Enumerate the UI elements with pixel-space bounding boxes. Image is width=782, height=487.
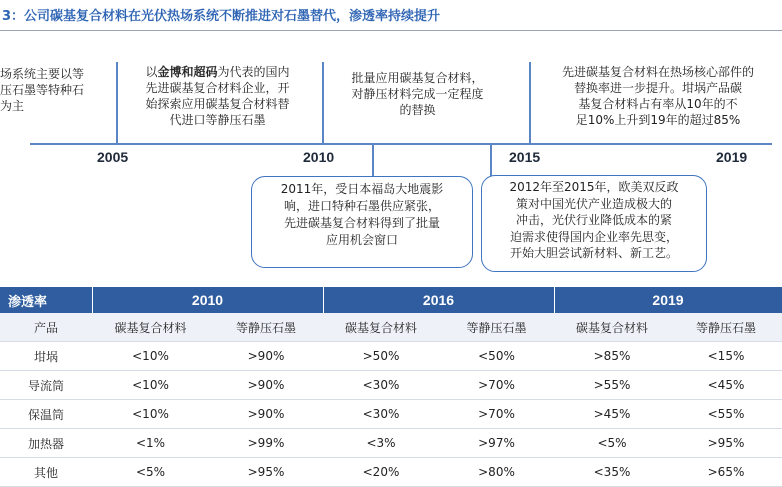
table-cell: <30% <box>323 400 439 429</box>
table-cell: >70% <box>439 371 554 400</box>
year-header-2019: 2019 <box>554 287 782 313</box>
table-cell: >45% <box>554 400 670 429</box>
timeline-text-fragment: 以 <box>145 65 158 79</box>
timeline-text-line <box>125 64 310 80</box>
table-cell: >90% <box>209 342 323 371</box>
table-cell: <20% <box>323 458 439 487</box>
title-bar <box>0 0 782 28</box>
year-label-2005: 2005 <box>97 149 129 165</box>
company-names: 金博和超码 <box>157 65 218 79</box>
table-row <box>0 342 782 371</box>
table-row <box>0 429 782 458</box>
year-label-2019: 2019 <box>716 149 748 165</box>
table-row <box>0 371 782 400</box>
table-cell: >95% <box>670 429 782 458</box>
table-subheader-row <box>0 313 782 342</box>
year-label-2015: 2015 <box>509 149 541 165</box>
timeline-text-line: 基复合材料占有率从10年的不 <box>578 97 738 111</box>
table-cell: <50% <box>439 342 554 371</box>
product-column-header: 产品 <box>0 313 92 342</box>
table-cell: >70% <box>439 400 554 429</box>
table-cell: <1% <box>92 429 209 458</box>
timeline-marker <box>490 144 492 177</box>
material-header: 碳基复合材料 <box>554 313 670 342</box>
table-cell: <30% <box>323 371 439 400</box>
material-header: 碳基复合材料 <box>92 313 209 342</box>
timeline-text-fragment: 为代表的国内 <box>217 65 290 79</box>
table-cell: >65% <box>670 458 782 487</box>
table-cell: <10% <box>92 342 209 371</box>
row-label: 其他 <box>0 458 92 487</box>
timeline-text-line: 批量应用碳基复合材料， <box>351 71 484 85</box>
year-header-2016: 2016 <box>323 287 554 313</box>
table-cell: >50% <box>323 342 439 371</box>
penetration-table <box>0 287 782 487</box>
timeline-text-2019 <box>548 64 768 128</box>
timeline-text-2010 <box>125 64 310 128</box>
callout-line: 先进碳基复合材料得到了批量 <box>283 216 440 230</box>
table-cell: >80% <box>439 458 554 487</box>
table-cell: >99% <box>209 429 323 458</box>
callout-line: 策对中国光伏产业造成极大的 <box>515 196 672 211</box>
callout-2012-2015 <box>481 175 707 272</box>
timeline-marker <box>529 62 531 144</box>
timeline-text-2012 <box>330 70 505 118</box>
timeline-text-line: 始探索应用碳基复合材料替 <box>145 97 290 111</box>
timeline-text-line: 替换率进一步提升。坩埚产品碳 <box>573 81 742 95</box>
table-corner-header: 渗透率 <box>0 287 92 313</box>
callout-line: 2011年，受日本福岛大地震影 <box>280 182 444 196</box>
material-header: 等静压石墨 <box>670 313 782 342</box>
row-label: 保温筒 <box>0 400 92 429</box>
timeline-axis <box>30 143 772 145</box>
table-row <box>0 400 782 429</box>
callout-line: 冲击，光伏行业降低成本的紧 <box>515 213 672 227</box>
timeline-marker <box>372 144 374 177</box>
timeline-text-line: 先进碳基复合材料在热场核心部件的 <box>561 65 754 79</box>
table-cell: <5% <box>92 458 209 487</box>
table-cell: <10% <box>92 371 209 400</box>
table-cell: >97% <box>439 429 554 458</box>
material-header: 碳基复合材料 <box>323 313 439 342</box>
callout-line: 迫需求使得国内企业率先思变， <box>509 229 678 244</box>
timeline-text-line: 代进口等静压石墨 <box>169 113 266 127</box>
row-label: 坩埚 <box>0 342 92 371</box>
table-cell: <3% <box>323 429 439 458</box>
table-cell: <35% <box>554 458 670 487</box>
page-title: 3：公司碳基复合材料在光伏热场系统不断推进对石墨替代，渗透率持续提升 <box>2 9 441 24</box>
table-cell: <55% <box>670 400 782 429</box>
timeline-text-line: 场系统主要以等 <box>0 67 85 81</box>
table-cell: >55% <box>554 371 670 400</box>
timeline-text-line: 对静压材料完成一定程度 <box>351 87 484 101</box>
timeline-text-line: 足10%上升到19年的超过85% <box>575 113 741 127</box>
callout-line: 响，进口特种石墨供应紧张， <box>283 199 440 213</box>
table-cell: >95% <box>209 458 323 487</box>
row-label: 加热器 <box>0 429 92 458</box>
timeline-text-line: 的替换 <box>399 103 436 117</box>
table-cell: <5% <box>554 429 670 458</box>
table-row <box>0 458 782 487</box>
table-header-row <box>0 287 782 313</box>
table-cell: <45% <box>670 371 782 400</box>
callout-2011 <box>251 176 473 268</box>
callout-line: 2012年至2015年，欧美双反政 <box>509 180 679 194</box>
timeline-marker <box>322 62 324 144</box>
table-cell: >85% <box>554 342 670 371</box>
year-header-2010: 2010 <box>92 287 323 313</box>
material-header: 等静压石墨 <box>209 313 323 342</box>
callout-line: 应用机会窗口 <box>325 233 398 247</box>
timeline-marker <box>116 62 118 144</box>
timeline-text-line: 先进碳基复合材料企业，开 <box>145 81 290 95</box>
table-cell: >90% <box>209 371 323 400</box>
timeline-text-line: 为主 <box>0 99 25 113</box>
row-label: 导流筒 <box>0 371 92 400</box>
table-cell: <10% <box>92 400 209 429</box>
title-divider <box>0 30 782 31</box>
timeline-text-2005 <box>0 66 110 114</box>
timeline-text-line: 压石墨等特种石 <box>0 83 85 97</box>
callout-line: 开始大胆尝试新材料、新工艺。 <box>509 246 678 260</box>
table-cell: <15% <box>670 342 782 371</box>
material-header: 等静压石墨 <box>439 313 554 342</box>
table-cell: >90% <box>209 400 323 429</box>
year-label-2010: 2010 <box>303 149 335 165</box>
